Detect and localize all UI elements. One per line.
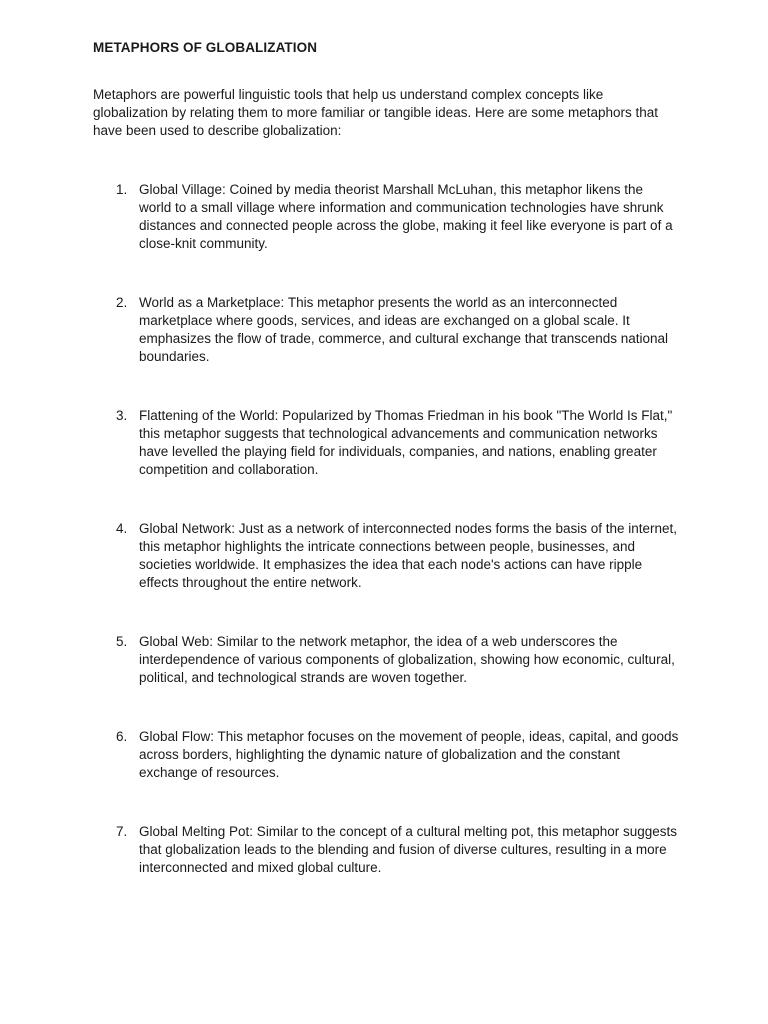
document-title: METAPHORS OF GLOBALIZATION [93,40,318,55]
list-item-text: Global Web: Similar to the network metaphor, the idea of a web underscores the interdependence of various components of globalization, showing how economic, cultural, political, and technological strands are woven together. [139,634,675,685]
intro-paragraph: Metaphors are powerful linguistic tools that help us understand complex concepts like globalization by relating them to more familiar or tangible ideas. Here are some metaphors that have been used to describe globalization: [93,87,659,138]
list-item-text: Global Flow: This metaphor focuses on the movement of people, ideas, capital, and goods across borders, highlighting the dynamic nature of globalization and the constant exchange of resources. [139,729,679,780]
list-item-text: Flattening of the World: Popularized by Thomas Friedman in his book "The World Is Flat," this metaphor suggests that technological advancements and communication networks have levelled the playing field for individuals, companies, and nations, enabling greater competition and collaboration. [139,408,673,477]
list-item-number: 4. [116,521,128,536]
list-item-text: World as a Marketplace: This metaphor presents the world as an interconnected marketplace where goods, services, and ideas are exchanged on a global scale. It emphasizes the flow of trade, commerce, and cultural exchange that transcends national boundaries. [139,295,669,364]
list-item-number: 6. [116,729,128,744]
list-item-text: Global Melting Pot: Similar to the concept of a cultural melting pot, this metaphor suggests that globalization leads to the blending and fusion of diverse cultures, resulting in a more interconnected and mixed global culture. [139,824,678,875]
list-item-number: 2. [116,295,128,310]
list-item-number: 7. [116,824,128,839]
list-item-text: Global Village: Coined by media theorist Marshall McLuhan, this metaphor likens the world to a small village where information and communication technologies have shrunk distances and connected people across the globe, making it feel like everyone is part of a close-knit community. [139,182,673,251]
list-item-number: 1. [116,182,128,197]
list-item-number: 3. [116,408,128,423]
list-item-text: Global Network: Just as a network of interconnected nodes forms the basis of the internet, this metaphor highlights the intricate connections between people, businesses, and societies worldwide. It emphasizes the idea that each node's actions can have ripple effects throughout the entire network. [139,521,678,590]
list-item-number: 5. [116,634,128,649]
